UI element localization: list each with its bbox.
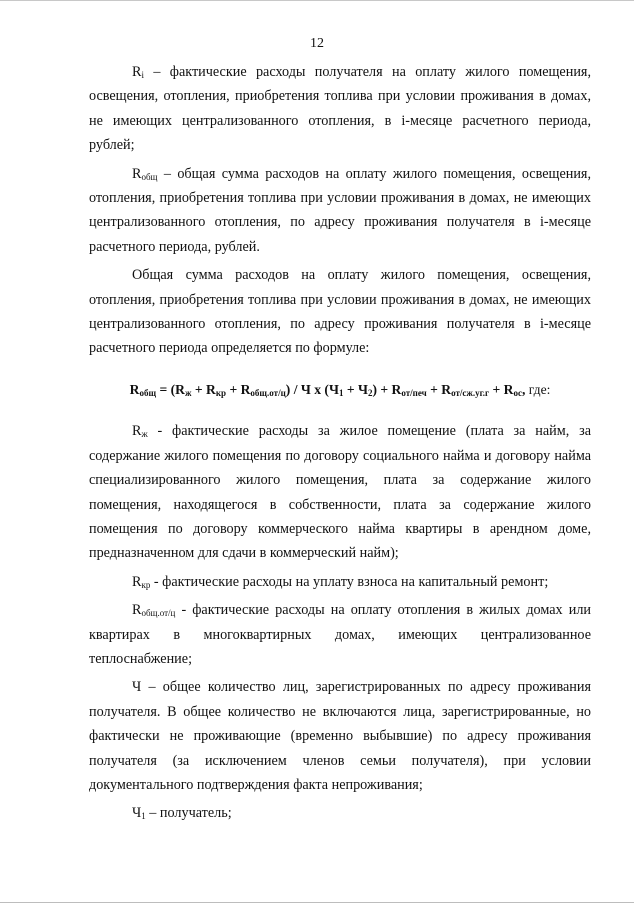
symbol-subscript: кр [141, 579, 151, 590]
definition-ch: Ч – общее количество лиц, зарегистрированных по адресу проживания получателя. В общее количество не включаются лица, зарегистрированные, но фактически не проживающие (временно выбывшие) по адресу проживания получателя (за исключением членов семьи получателя), при условии документального подтверждения факта непроживания; [89, 679, 591, 793]
symbol-subscript: 1 [141, 811, 146, 822]
definition-text: - фактические расходы на уплату взноса на капитальный ремонт; [150, 573, 549, 590]
definition-ch1 [89, 801, 591, 825]
symbol-subscript: ж [141, 429, 148, 440]
definition-text: - фактические расходы на оплату отопления в жилых домах или квартирах в многоквартирных домах, имеющих централизованное теплоснабжение; [89, 602, 591, 667]
symbol: R [132, 602, 142, 619]
formula [89, 378, 591, 402]
definition-r-total [89, 162, 591, 260]
symbol-subscript: общ.от/ц [141, 608, 176, 619]
symbol-subscript: i [141, 70, 144, 80]
document-body [89, 60, 591, 830]
symbol: R [132, 165, 142, 182]
formula-tail: где: [525, 381, 551, 397]
symbol: R [132, 573, 142, 590]
definition-r-obsh-ot [89, 598, 591, 671]
symbol-subscript: общ [141, 171, 158, 182]
formula-main: $R_{общ} = (R_ж + R_{кр} + R_{общ.от/ц}) / Ч$ х $(Ч_1 + Ч_2) + R_{от/печ} + R_{от/сж.уг.г} + R_{ос}$, [129, 381, 526, 398]
symbol: R [132, 423, 142, 440]
definition-text: – общая сумма расходов на оплату жилого помещения, освещения, отопления, приобретения топлива при условии проживания в домах, не имеющих централизованного отопления, по адресу проживания получателя в i-месяце расчетного периода, рублей. [89, 165, 591, 255]
page-number: 12 [310, 36, 324, 51]
definition-r-zh [89, 419, 591, 565]
definition-text: - фактические расходы за жилое помещение (плата за найм, за содержание жилого помещения по договору социального найма и договору найма специализированного жилого помещения, плата за содержание жилого помещения, находящегося в собственности, плата за содержание жилого помещения по договору коммерческого найма квартиры в арендном доме, предназначенном для сдачи в коммерческий найм); [89, 423, 591, 562]
definition-r-kr [89, 570, 591, 594]
definition-text: – фактические расходы получателя на оплату жилого помещения, освещения, отопления, приобретения топлива при условии проживания в домах, не имеющих централизованного отопления, в i-месяце расчетного периода, рублей; [89, 64, 591, 154]
symbol: R [132, 64, 142, 80]
scan-edge-bottom [0, 902, 634, 903]
definition-r-i [89, 60, 591, 158]
symbol: Ч [132, 805, 142, 822]
scan-edge-top [0, 0, 634, 1]
definition-text: – получатель; [145, 805, 232, 822]
formula-intro: Общая сумма расходов на оплату жилого помещения, освещения, отопления, приобретения топлива при условии проживания в домах, не имеющих централизованного отопления, по адресу проживания получателя в i-месяце расчетного периода определяется по формуле: [89, 267, 591, 357]
